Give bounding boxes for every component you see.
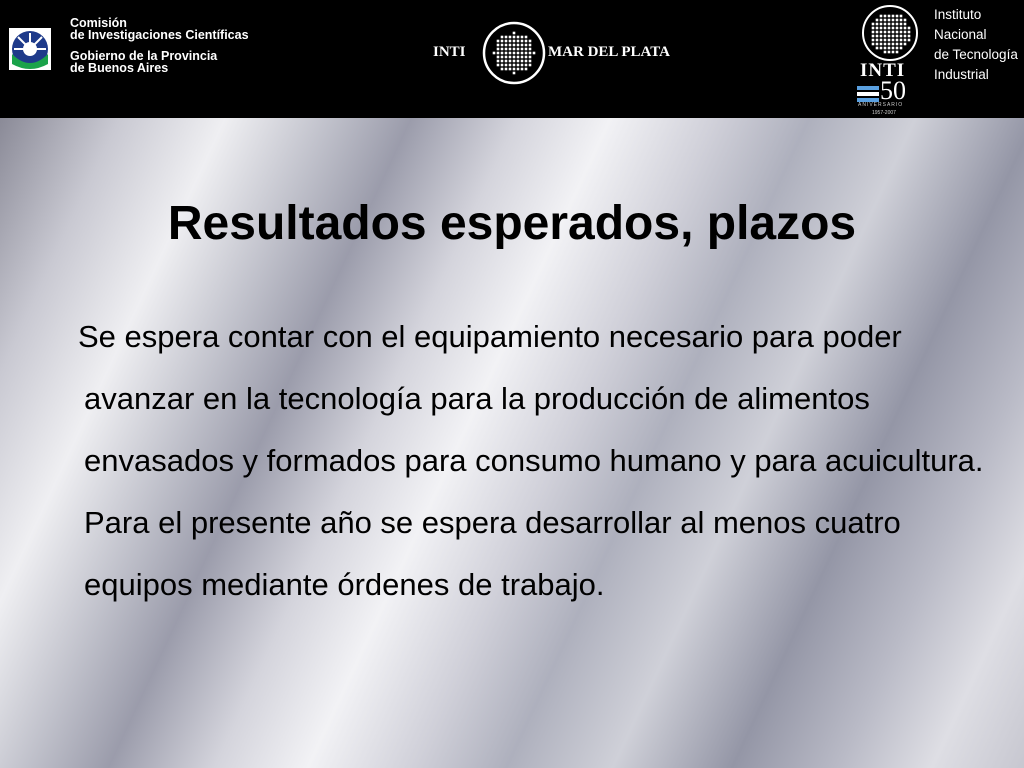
inti-grid-circle-icon (858, 4, 922, 64)
cic-sun-emblem-icon (9, 28, 51, 70)
anniversary-number: 50 (880, 76, 906, 105)
inti-full-name (934, 5, 1018, 85)
anniversary-label: ANIVERSARIO (858, 102, 904, 108)
inti-name-line-4: Industrial (934, 67, 989, 82)
cic-line-1: Comisión (70, 16, 127, 30)
cic-line-3: Gobierno de la Provincia (70, 49, 218, 63)
center-mar-del-plata-label: MAR DEL PLATA (548, 44, 670, 60)
center-inti-label: INTI (433, 44, 466, 60)
slide-content-area (0, 118, 1024, 768)
inti-name-line-3: de Tecnología (934, 47, 1018, 62)
inti-name-line-1: Instituto (934, 7, 982, 22)
slide-body-paragraph: Se espera contar con el equipamiento necesario para poder avanzar en la tecnología para la producción de alimentos envasados y formados para consumo humano y para acuicultura. Para el presente año se espera desarrollar al menos cuatro equipos mediante órdenes de trabajo. (78, 319, 984, 602)
inti-name-line-2: Nacional (934, 27, 987, 42)
anniversary-years: 1957-2007 (872, 110, 896, 116)
cic-organization-name (70, 17, 249, 74)
inti-acronym: INTI (860, 60, 906, 81)
inti-grid-circle-icon (482, 21, 546, 85)
slide-title: Resultados esperados, plazos (167, 197, 857, 250)
cic-line-2: de Investigaciones Científicas (70, 28, 249, 42)
cic-line-4: de Buenos Aires (70, 61, 169, 75)
header-band (0, 0, 1024, 118)
